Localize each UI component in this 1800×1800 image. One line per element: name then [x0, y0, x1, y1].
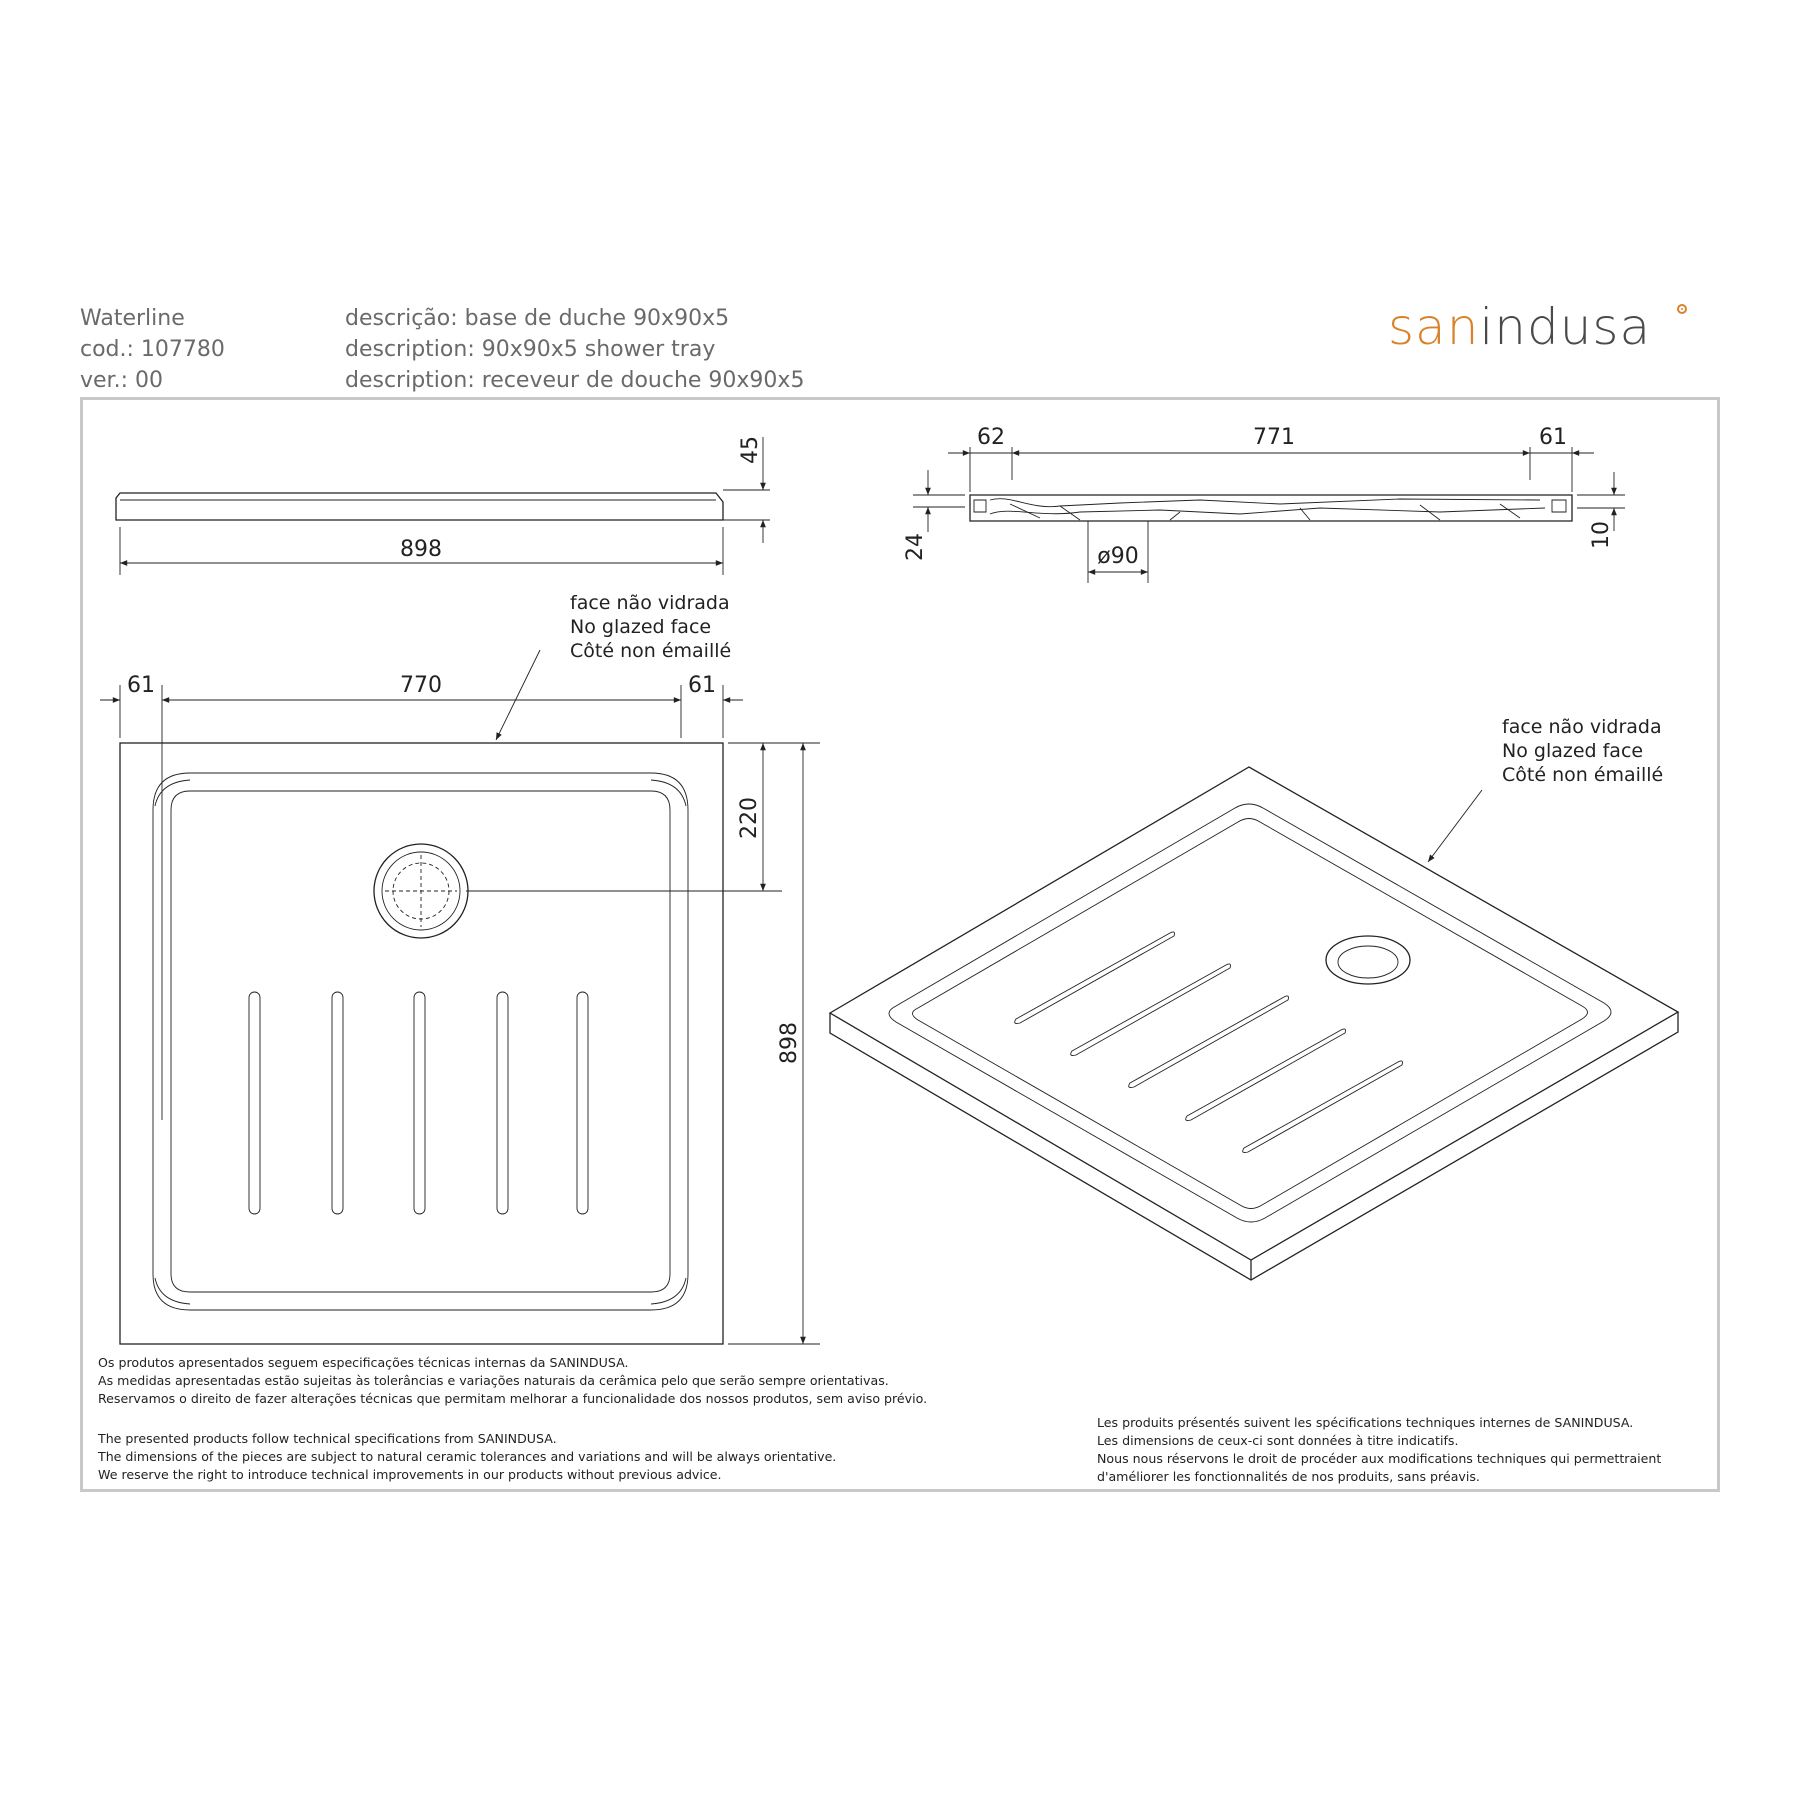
iso-drain-inner — [1338, 946, 1398, 978]
section-view — [903, 425, 1625, 583]
top-view — [100, 592, 820, 1344]
product-version: ver.: 00 — [80, 368, 163, 393]
side-view-outline — [116, 493, 723, 520]
product-name: Waterline — [80, 306, 185, 331]
disclaimer-en-line: The presented products follow technical specifications from SANINDUSA. — [98, 1431, 557, 1446]
section-surface-line — [990, 499, 1540, 507]
disclaimer-fr-line: Les dimensions de ceux-ci sont données à titre indicatifs. — [1097, 1433, 1459, 1448]
description-fr: description: receveur de douche 90x90x5 — [345, 368, 805, 393]
disclaimer-en — [98, 1430, 836, 1484]
dim-sec-right: 61 — [1539, 425, 1567, 450]
side-view — [116, 436, 770, 575]
note-right-fr: Côté non émaillé — [1502, 764, 1664, 786]
iso-groove-3 — [1129, 996, 1289, 1088]
section-right-cavity — [1552, 500, 1566, 512]
top-view-corner-curves — [155, 780, 686, 1304]
groove-1 — [249, 992, 260, 1214]
dim-top-mid: 770 — [400, 673, 442, 698]
top-view-rim-inner — [171, 791, 670, 1292]
dim-drain-diameter: ø90 — [1097, 544, 1139, 569]
iso-groove-2 — [1071, 964, 1231, 1056]
iso-rim-outer — [889, 804, 1611, 1222]
disclaimer-pt — [98, 1354, 927, 1408]
section-left-cavity — [974, 500, 986, 512]
disclaimer-fr-line: d'améliorer les fonctionnalités de nos produits, sans préavis. — [1097, 1469, 1480, 1484]
dim-top-left: 61 — [127, 673, 155, 698]
iso-groove-5 — [1243, 1061, 1403, 1153]
iso-groove-1 — [1015, 932, 1175, 1024]
note-left-en: No glazed face — [570, 616, 712, 638]
description-en: description: 90x90x5 shower tray — [345, 337, 716, 362]
disclaimer-pt-line: Reservamos o direito de fazer alterações técnicas que permitam melhorar a funcionalidade dos nossos produtos, sem aviso prévio. — [98, 1391, 928, 1406]
note-left-pt: face não vidrada — [570, 592, 730, 614]
product-code: cod.: 107780 — [80, 337, 225, 362]
dim-drain-offset: 220 — [737, 797, 762, 839]
section-outline — [970, 495, 1572, 521]
iso-groove-4 — [1186, 1029, 1346, 1121]
groove-5 — [577, 992, 588, 1214]
dim-top-depth: 898 — [777, 1022, 802, 1064]
unglazed-leader-right — [1428, 790, 1482, 862]
note-left-fr: Côté non émaillé — [570, 640, 732, 662]
section-inner-line — [990, 508, 1545, 514]
logo-part-indusa: indusa — [1479, 298, 1652, 356]
top-view-rim-outer — [153, 773, 688, 1310]
groove-2 — [332, 992, 343, 1214]
disclaimer-pt-line: Os produtos apresentados seguem especificações técnicas internas da SANINDUSA. — [98, 1355, 629, 1370]
note-right-en: No glazed face — [1502, 740, 1644, 762]
groove-3 — [414, 992, 425, 1214]
disclaimer-en-line: The dimensions of the pieces are subject to natural ceramic tolerances and variations and will be always orientative. — [98, 1449, 837, 1464]
dim-side-width: 898 — [400, 537, 442, 562]
disclaimer-en-line: We reserve the right to introduce technical improvements in our products without previous advice. — [98, 1467, 722, 1482]
dim-side-height: 45 — [738, 436, 763, 464]
groove-4 — [497, 992, 508, 1214]
dim-sec-height: 24 — [903, 533, 928, 561]
dim-top-right: 61 — [688, 673, 716, 698]
isometric-view — [830, 716, 1678, 1280]
dim-sec-rim: 10 — [1589, 521, 1614, 549]
disclaimer-pt-line: As medidas apresentadas estão sujeitas às tolerâncias e variações naturais da cerâmica pelo que serão sempre orientativas. — [98, 1373, 889, 1388]
description-pt: descrição: base de duche 90x90x5 — [345, 306, 730, 331]
top-view-outline — [120, 743, 723, 1344]
note-right-pt: face não vidrada — [1502, 716, 1662, 738]
disclaimer-fr-line: Nous nous réservons le droit de procéder aux modifications techniques qui permettraient — [1097, 1451, 1662, 1466]
dim-sec-left: 62 — [977, 425, 1005, 450]
disclaimer-fr — [1097, 1414, 1661, 1486]
dim-sec-mid: 771 — [1253, 425, 1295, 450]
iso-rim-inner — [913, 819, 1588, 1209]
unglazed-leader-left — [496, 650, 540, 740]
logo-part-san: san — [1388, 298, 1480, 356]
disclaimer-fr-line: Les produits présentés suivent les spécifications techniques internes de SANINDUSA. — [1097, 1415, 1634, 1430]
